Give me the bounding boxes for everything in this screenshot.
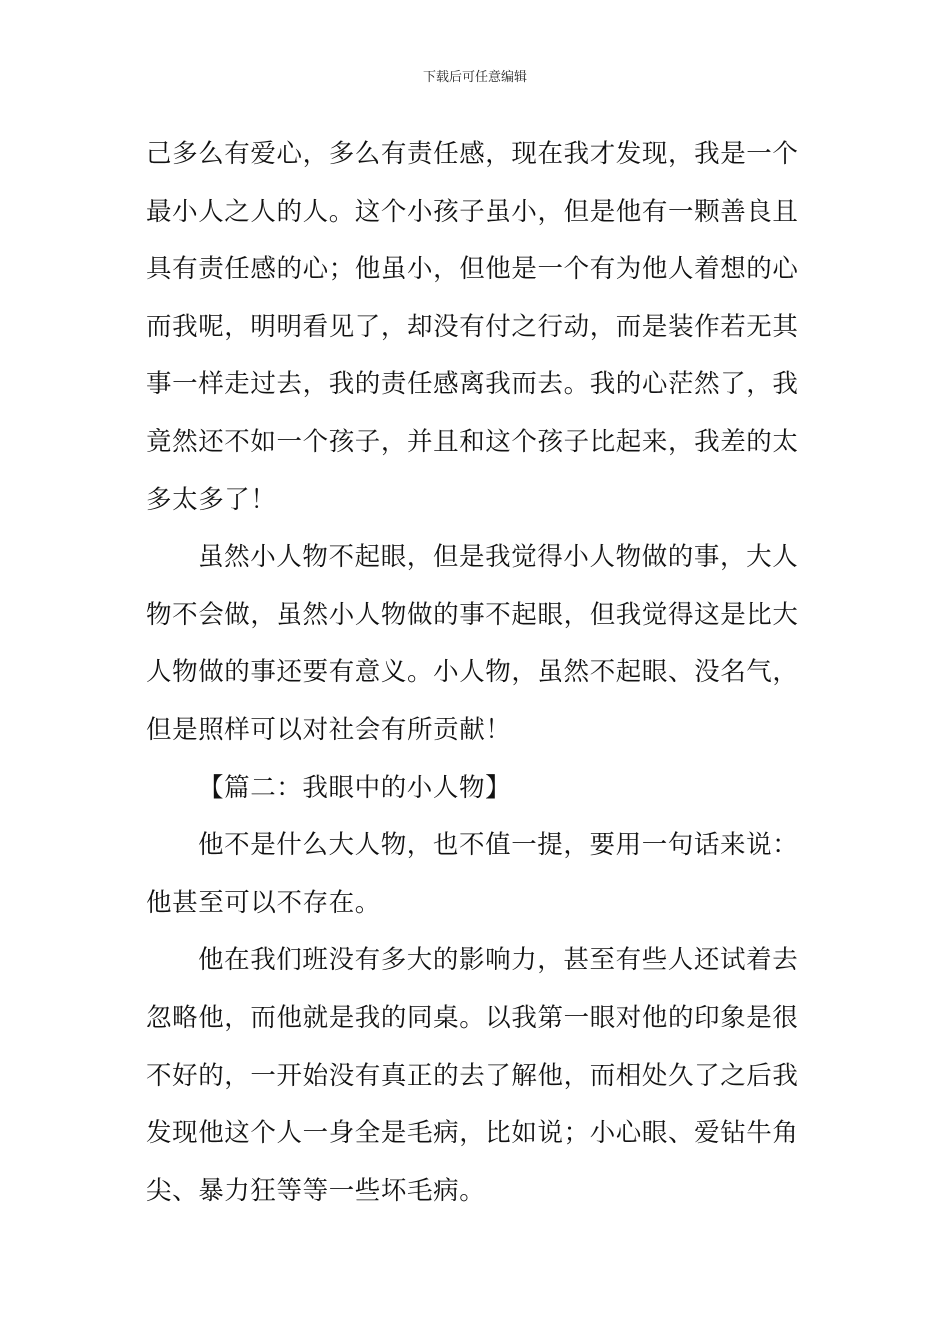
text-line: 竟然还不如一个孩子，并且和这个孩子比起来，我差的太 <box>146 426 799 457</box>
text-line: 尖、暴力狂等等一些坏毛病。 <box>146 1175 486 1206</box>
text-line: 但是照样可以对社会有所贡献！ <box>146 714 512 745</box>
paragraph-start-line: 他不是什么大人物，也不值一提，要用一句话来说： <box>198 830 799 861</box>
text-line: 最小人之人的人。这个小孩子虽小，但是他有一颗善良且 <box>146 196 799 227</box>
text-line: 己多么有爱心，多么有责任感，现在我才发现，我是一个 <box>146 139 799 169</box>
paragraph-start-line: 他在我们班没有多大的影响力，甚至有些人还试着去 <box>198 945 799 976</box>
paragraph-start-line: 虽然小人物不起眼，但是我觉得小人物做的事，大人 <box>198 542 799 573</box>
text-line: 物不会做，虽然小人物做的事不起眼，但我觉得这是比大 <box>146 599 799 630</box>
text-line: 事一样走过去，我的责任感离我而去。我的心茫然了，我 <box>146 369 799 400</box>
text-line: 人物做的事还要有意义。小人物，虽然不起眼、没名气， <box>146 657 799 688</box>
text-line: 忽略他，而他就是我的同桌。以我第一眼对他的印象是很 <box>146 1002 799 1033</box>
text-line: 发现他这个人一身全是毛病，比如说；小心眼、爱钻牛角 <box>146 1118 799 1149</box>
text-line: 他甚至可以不存在。 <box>146 887 381 918</box>
text-line: 而我呢，明明看见了，却没有付之行动，而是装作若无其 <box>146 311 799 342</box>
text-line: 具有责任感的心；他虽小，但他是一个有为他人着想的心 <box>146 254 799 285</box>
text-line: 不好的，一开始没有真正的去了解他，而相处久了之后我 <box>146 1060 799 1091</box>
header-note: 下载后可任意编辑 <box>422 70 527 85</box>
section-heading: 【篇二：我眼中的小人物】 <box>198 772 512 803</box>
document-body <box>146 126 810 1220</box>
text-line: 多太多了！ <box>146 484 277 515</box>
